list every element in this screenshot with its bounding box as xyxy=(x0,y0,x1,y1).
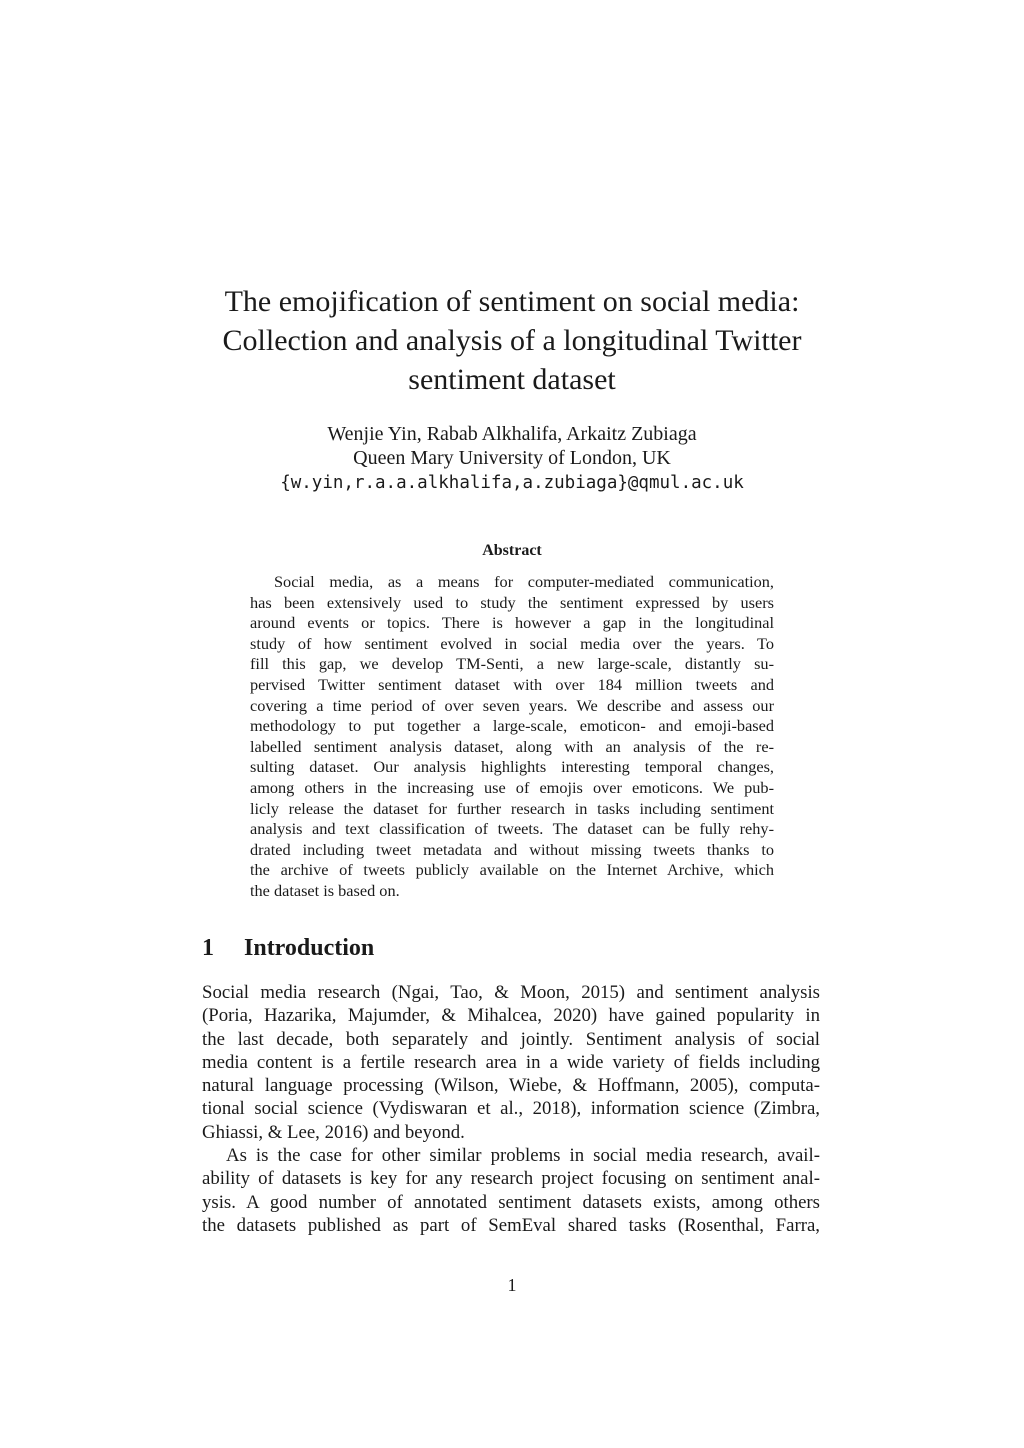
author-block xyxy=(180,422,844,496)
body-line: ability of datasets is key for any research project focusing on sentiment anal- xyxy=(202,1168,820,1190)
abstract-line: labelled sentiment analysis dataset, along with an analysis of the re- xyxy=(250,736,774,756)
abstract-line: among others in the increasing use of emojis over emoticons. We pub- xyxy=(250,777,774,797)
section-heading-introduction xyxy=(202,932,374,964)
abstract-heading: Abstract xyxy=(482,542,542,559)
body-line: As is the case for other similar problems in social media research, avail- xyxy=(226,1145,820,1167)
body-line: ysis. A good number of annotated sentiment datasets exists, among others xyxy=(202,1191,820,1213)
body-line: tional social science (Vydiswaran et al., 2018), information science (Zimbra, xyxy=(202,1098,820,1120)
abstract-line: drated including tweet metadata and without missing tweets thanks to xyxy=(250,839,774,859)
paper-title xyxy=(180,282,844,399)
abstract-line: Social media, as a means for computer-mediated communication, xyxy=(274,572,774,591)
abstract-line: licly release the dataset for further research in tasks including sentiment xyxy=(250,798,774,818)
abstract-line: has been extensively used to study the sentiment expressed by users xyxy=(250,592,774,612)
abstract-line: study of how sentiment evolved in social media over the years. To xyxy=(250,633,774,653)
section-number: 1 xyxy=(202,935,214,961)
abstract-line: fill this gap, we develop TM-Senti, a new large-scale, distantly su- xyxy=(250,654,774,674)
body-line: Ghiassi, & Lee, 2016) and beyond. xyxy=(202,1121,465,1143)
abstract-line: the archive of tweets publicly available on the Internet Archive, which xyxy=(250,860,774,880)
abstract-line: methodology to put together a large-scale, emoticon- and emoji-based xyxy=(250,716,774,736)
title-line: sentiment dataset xyxy=(408,363,616,396)
author-affiliation: Queen Mary University of London, UK xyxy=(353,447,671,469)
body-line: media content is a fertile research area in a wide variety of fields including xyxy=(202,1051,820,1073)
abstract-line: around events or topics. There is however a gap in the longitudinal xyxy=(250,613,774,633)
body-line: (Poria, Hazarika, Majumder, & Mihalcea, 2020) have gained popularity in xyxy=(202,1005,820,1027)
body-line: natural language processing (Wilson, Wiebe, & Hoffmann, 2005), computa- xyxy=(202,1075,820,1097)
abstract-line: sulting dataset. Our analysis highlights interesting temporal changes, xyxy=(250,757,774,777)
section-title: Introduction xyxy=(244,935,375,961)
abstract-line: the dataset is based on. xyxy=(250,880,400,900)
abstract-line: covering a time period of over seven years. We describe and assess our xyxy=(250,695,774,715)
introduction-body xyxy=(202,981,820,1237)
abstract-line: pervised Twitter sentiment dataset with over 184 million tweets and xyxy=(250,674,774,694)
body-line: Social media research (Ngai, Tao, & Moon, 2015) and sentiment analysis xyxy=(202,982,820,1003)
body-line: the datasets published as part of SemEval shared tasks (Rosenthal, Farra, xyxy=(202,1214,820,1236)
author-email: {w.yin,r.a.a.alkhalifa,a.zubiaga}@qmul.ac.uk xyxy=(280,473,744,493)
abstract-line: analysis and text classification of tweets. The dataset can be fully rehy- xyxy=(250,819,774,839)
author-names: Wenjie Yin, Rabab Alkhalifa, Arkaitz Zubiaga xyxy=(327,423,697,445)
abstract-text xyxy=(250,572,774,902)
body-line: the last decade, both separately and jointly. Sentiment analysis of social xyxy=(202,1028,820,1050)
title-line: The emojification of sentiment on social media: xyxy=(224,285,800,318)
title-line: Collection and analysis of a longitudinal Twitter xyxy=(222,324,802,357)
page-number: 1 xyxy=(507,1275,517,1295)
